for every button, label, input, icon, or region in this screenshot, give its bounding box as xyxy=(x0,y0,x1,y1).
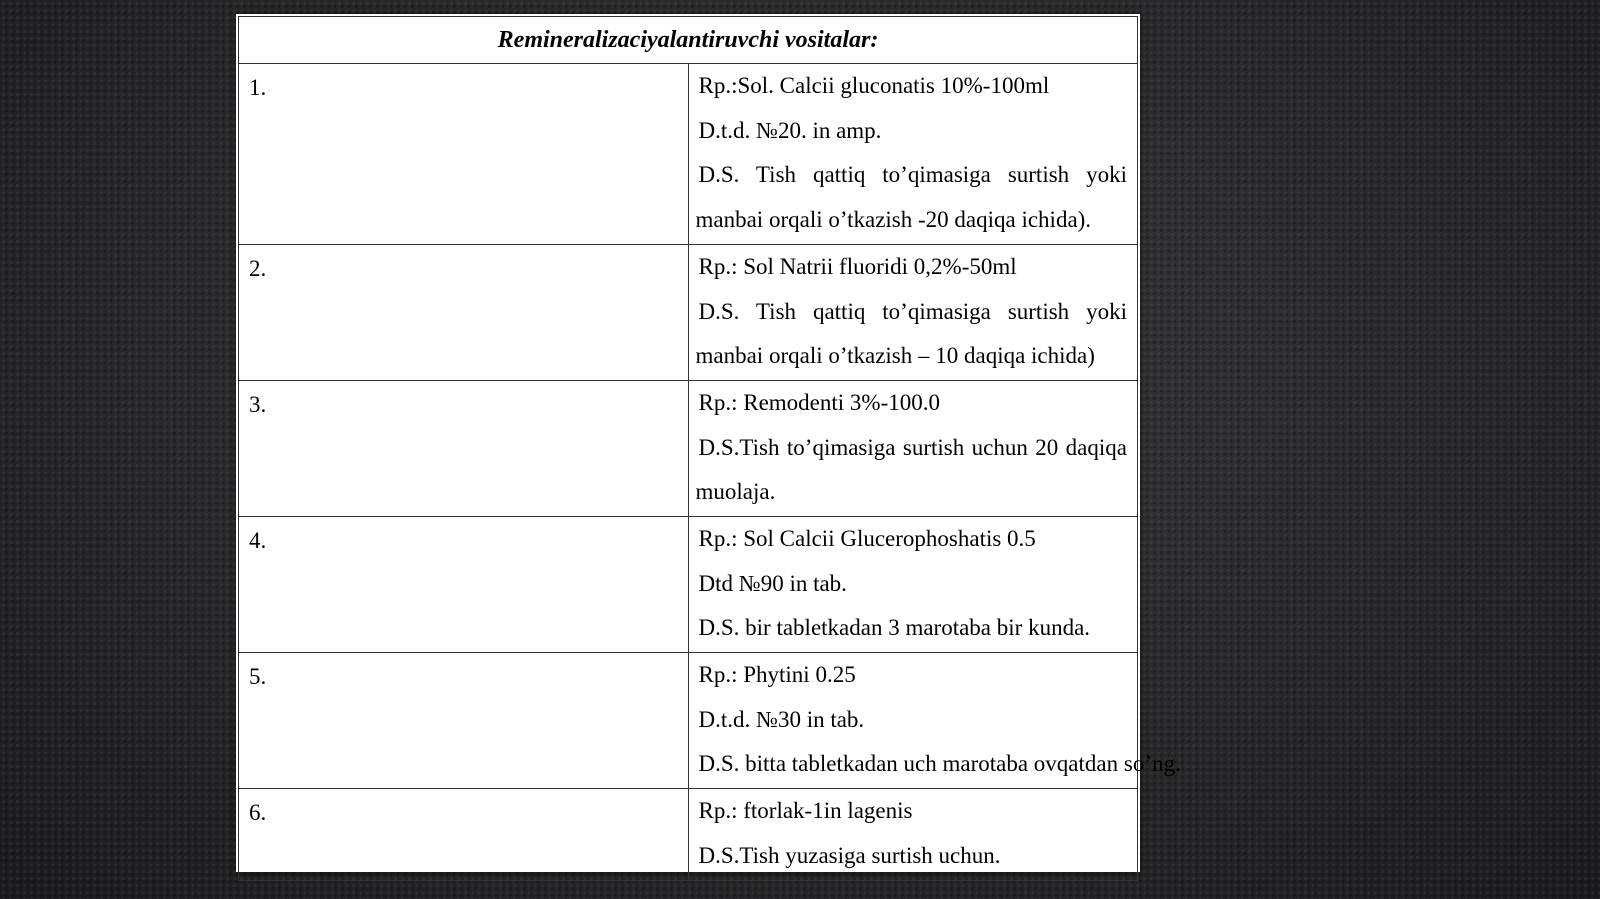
prescription-table xyxy=(238,16,1181,881)
table-row xyxy=(239,517,1138,653)
instruction-line: D.S.Tish yuzasiga surtish uchun. xyxy=(698,842,1001,868)
row-content xyxy=(688,517,1138,653)
row-number: 4. xyxy=(239,517,689,653)
instruction-line: D.S. Tish qattiq to’qimasiga surtish yoki xyxy=(698,298,1127,324)
table-row xyxy=(239,653,1138,789)
row-number: 1. xyxy=(239,64,689,245)
dose-line: D.t.d. №30 in tab. xyxy=(698,706,865,732)
recipe-line: Rp.: Remodenti 3%-100.0 xyxy=(698,390,940,415)
recipe-line: Rp.:Sol. Calcii gluconatis 10%-100ml xyxy=(698,73,1050,98)
instruction-continuation: manbai orqali o’tkazish -20 daqiqa ichida). xyxy=(695,206,1092,232)
row-number: 2. xyxy=(239,245,689,381)
table-row xyxy=(239,381,1138,517)
instruction-line: D.S. bir tabletkadan 3 marotaba bir kunda. xyxy=(698,615,1091,641)
instruction-line: D.S.Tish to’qimasiga surtish uchun 20 daqiqa xyxy=(698,434,1127,460)
row-content xyxy=(688,381,1138,517)
row-number: 6. xyxy=(239,789,689,881)
instruction-line: D.S. bitta tabletkadan uch marotaba ovqatdan so’ng. xyxy=(698,751,1181,777)
recipe-line: Rp.: Phytini 0.25 xyxy=(698,662,856,687)
recipe-line: Rp.: Sol Calcii Glucerophoshatis 0.5 xyxy=(698,526,1036,551)
instruction-line: D.S. Tish qattiq to’qimasiga surtish yoki xyxy=(698,162,1127,188)
table-row xyxy=(239,789,1138,881)
recipe-line: Rp.: Sol Natrii fluoridi 0,2%-50ml xyxy=(698,254,1017,279)
row-content xyxy=(688,245,1138,381)
table-row xyxy=(239,64,1138,245)
dose-line: Dtd №90 in tab. xyxy=(698,570,847,596)
instruction-continuation: manbai orqali o’tkazish – 10 daqiqa ichida) xyxy=(695,343,1095,369)
table-title: Remineralizaciyalantiruvchi vositalar: xyxy=(239,17,1138,64)
row-content xyxy=(688,789,1138,881)
recipe-line: Rp.: ftorlak-1in lagenis xyxy=(698,798,913,823)
row-content xyxy=(688,64,1138,245)
instruction-continuation: muolaja. xyxy=(695,479,776,505)
row-content xyxy=(688,653,1181,789)
document-sheet xyxy=(236,14,1181,872)
row-number: 3. xyxy=(239,381,689,517)
table-row xyxy=(239,245,1138,381)
row-number: 5. xyxy=(239,653,689,789)
dose-line: D.t.d. №20. in amp. xyxy=(698,117,882,143)
